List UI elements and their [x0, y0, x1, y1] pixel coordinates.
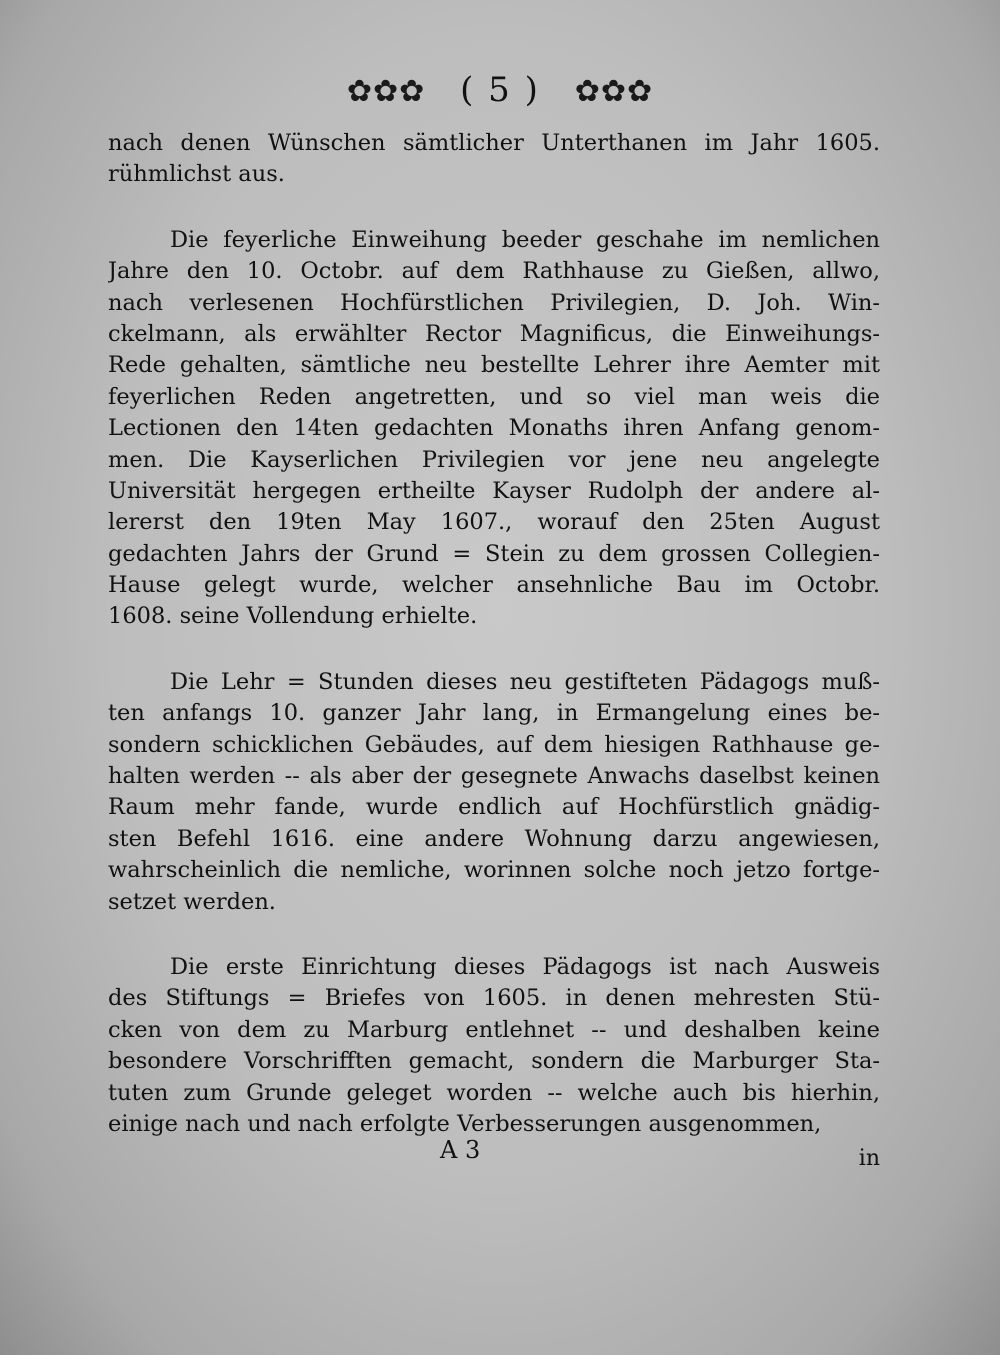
page-body	[108, 128, 880, 1140]
text-line: des Stiftungs = Briefes von 1605. in denen mehresten Stü-	[108, 985, 880, 1012]
text-line: Hause gelegt wurde, welcher ansehnliche Bau im Octobr.	[108, 572, 880, 599]
paragraph	[108, 667, 880, 918]
text-line: rühmlichst aus.	[108, 161, 285, 188]
text-line: ckelmann, als erwählter Rector Magnificus, die Einweihungs-	[108, 320, 880, 347]
paragraph-gap	[108, 918, 880, 952]
paragraph-gap	[108, 191, 880, 225]
ornament-right-icon: ✿✿✿	[574, 74, 654, 109]
text-line: sten Befehl 1616. eine andere Wohnung darzu angewiesen,	[108, 825, 880, 852]
text-line: Lectionen den 14ten gedachten Monaths ihren Anfang genom-	[108, 415, 880, 442]
page-header	[0, 70, 1000, 110]
text-line: tuten zum Grunde geleget worden -- welche auch bis hierhin,	[108, 1079, 880, 1106]
ornament-left-icon: ✿✿✿	[346, 74, 426, 109]
text-line: Jahre den 10. Octobr. auf dem Rathhause zu Gießen, allwo,	[108, 258, 880, 285]
catchword: in	[858, 1146, 880, 1171]
text-line: ten anfangs 10. ganzer Jahr lang, in Ermangelung eines be-	[108, 700, 880, 727]
text-line: setzet werden.	[108, 888, 276, 915]
text-line: cken von dem zu Marburg entlehnet -- und deshalben keine	[108, 1016, 880, 1043]
text-line: einige nach und nach erfolgte Verbesserungen ausgenommen,	[108, 1110, 822, 1137]
text-line: feyerlichen Reden angetretten, und so viel man weis die	[108, 383, 880, 410]
paragraph	[108, 225, 880, 633]
text-line: nach verlesenen Hochfürstlichen Privilegien, D. Joh. Win-	[108, 289, 880, 316]
text-line: lererst den 19ten May 1607., worauf den 25ten August	[108, 509, 880, 536]
page-number: ( 5 )	[460, 70, 540, 110]
text-line: Raum mehr fande, wurde endlich auf Hochfürstlich gnädig-	[108, 794, 880, 821]
page-footer	[108, 1130, 880, 1170]
text-line: Die Lehr = Stunden dieses neu gestifteten Pädagogs muß-	[170, 668, 880, 695]
text-line: besondere Vorschrifften gemacht, sondern die Marburger Sta-	[108, 1048, 880, 1075]
text-line: Die erste Einrichtung dieses Pädagogs ist nach Ausweis	[170, 953, 880, 980]
text-line: wahrscheinlich die nemliche, worinnen solche noch jetzo fortge-	[108, 857, 880, 884]
text-line: men. Die Kayserlichen Privilegien vor jene neu angelegte	[108, 446, 880, 473]
text-line: 1608. seine Vollendung erhielte.	[108, 603, 478, 630]
paragraph-gap	[108, 633, 880, 667]
text-line: halten werden -- als aber der gesegnete Anwachs daselbst keinen	[108, 763, 880, 790]
text-line: gedachten Jahrs der Grund = Stein zu dem grossen Collegien-	[108, 540, 880, 567]
text-line: Rede gehalten, sämtliche neu bestellte Lehrer ihre Aemter mit	[108, 352, 880, 379]
paragraph	[108, 128, 880, 191]
text-line: Die feyerliche Einweihung beeder geschahe im nemlichen	[170, 226, 880, 253]
signature-mark: A 3	[440, 1136, 481, 1164]
paragraph	[108, 952, 880, 1140]
text-line: sondern schicklichen Gebäudes, auf dem hiesigen Rathhause ge-	[108, 731, 880, 758]
text-line: nach denen Wünschen sämtlicher Unterthanen im Jahr 1605.	[108, 130, 880, 156]
text-line: Universität hergegen ertheilte Kayser Rudolph der andere al-	[108, 477, 880, 504]
